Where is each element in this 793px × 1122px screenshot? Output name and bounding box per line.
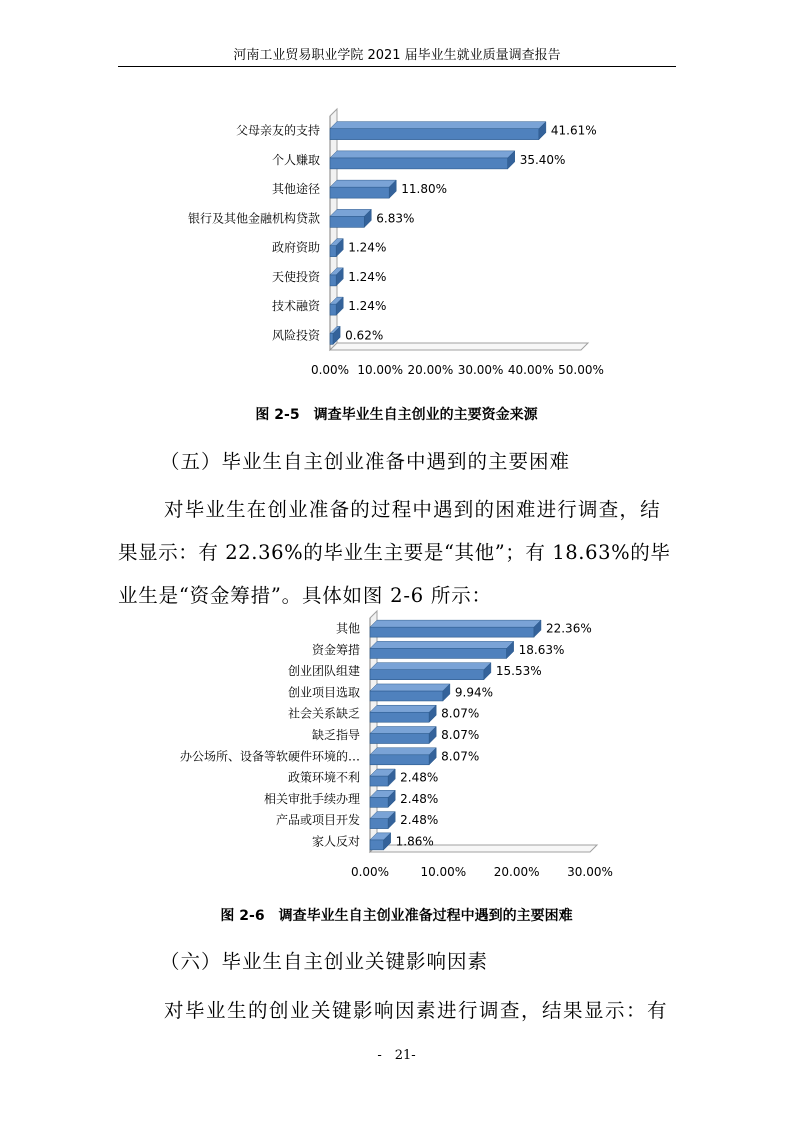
x-tick-label: 0.00% <box>350 865 390 879</box>
data-label: 6.83% <box>376 211 415 226</box>
x-tick-label: 0.00% <box>310 363 350 377</box>
section-heading-6: （六）毕业生自主创业关键影响因素 <box>160 950 489 973</box>
data-label: 1.86% <box>395 834 434 849</box>
x-tick-label: 10.00% <box>357 363 404 377</box>
bar-top <box>370 663 491 670</box>
data-label: 35.40% <box>519 152 566 167</box>
category-label: 创业团队组建 <box>287 664 360 679</box>
bar-top <box>370 705 436 712</box>
data-label: 18.63% <box>518 642 565 657</box>
data-label: 41.61% <box>550 123 597 138</box>
data-label: 0.62% <box>345 328 384 343</box>
bar <box>370 840 384 850</box>
data-label: 9.94% <box>454 685 494 700</box>
x-tick-label: 20.00% <box>493 865 540 879</box>
data-label: 8.07% <box>441 706 480 721</box>
data-label: 1.24% <box>348 269 387 284</box>
bar <box>370 755 429 765</box>
bar <box>370 648 507 658</box>
paragraph-line: 对毕业生的创业关键影响因素进行调查，结果显示：有 <box>164 999 669 1022</box>
bar <box>370 734 429 744</box>
category-label: 其他途径 <box>271 182 320 197</box>
x-tick-label: 40.00% <box>507 363 554 377</box>
category-label: 缺乏指导 <box>311 728 360 742</box>
category-label: 风险投资 <box>271 328 320 343</box>
paragraph-line: 果显示：有 22.36%的毕业生主要是“其他”；有 18.63%的毕 <box>118 541 671 564</box>
x-tick-label: 10.00% <box>420 865 467 879</box>
category-label: 其他 <box>335 621 360 636</box>
paragraph-line: 业生是“资金筹措”。具体如图 2-6 所示： <box>118 584 492 607</box>
paragraph-line: 对毕业生在创业准备的过程中遇到的困难进行调查，结 <box>164 498 661 521</box>
bar <box>370 819 388 829</box>
bar <box>370 797 388 807</box>
bar <box>370 627 534 637</box>
figure-caption-2-6: 图 2-6 调查毕业生自主创业准备过程中遇到的主要困难 <box>220 908 573 924</box>
running-header: 河南工业贸易职业学院 2021 届毕业生就业质量调查报告 <box>233 48 561 63</box>
bar-top <box>370 641 514 648</box>
category-label: 父母亲友的支持 <box>235 123 320 138</box>
data-label: 22.36% <box>545 621 592 636</box>
data-label: 15.53% <box>495 664 542 679</box>
category-label: 银行及其他金融机构贷款 <box>187 211 320 226</box>
section-heading-5: （五）毕业生自主创业准备中遇到的主要困难 <box>160 450 571 473</box>
category-label: 个人赚取 <box>271 152 320 167</box>
x-tick-label: 50.00% <box>558 363 604 377</box>
category-label: 技术融资 <box>271 299 320 314</box>
category-label: 政策环境不利 <box>287 770 360 785</box>
x-tick-label: 30.00% <box>457 363 504 377</box>
category-label: 天使投资 <box>271 269 320 284</box>
category-label: 创业项目选取 <box>287 685 360 700</box>
bar <box>370 670 484 680</box>
data-label: 2.48% <box>400 791 439 806</box>
data-label: 2.48% <box>400 813 439 828</box>
page-number: - 21- <box>377 1048 416 1063</box>
x-tick-label: 30.00% <box>567 865 613 879</box>
bar <box>370 712 429 722</box>
category-label: 办公场所、设备等软硬件环境的… <box>179 749 360 764</box>
bar-top <box>370 727 436 734</box>
data-label: 1.24% <box>348 299 387 314</box>
category-label: 产品或项目开发 <box>275 813 360 828</box>
bar <box>370 691 443 701</box>
data-label: 8.07% <box>441 728 480 742</box>
data-label: 8.07% <box>441 749 480 764</box>
bar-top <box>370 620 541 627</box>
x-tick-label: 20.00% <box>407 363 454 377</box>
category-label: 资金筹措 <box>311 642 360 657</box>
bar-top <box>370 748 436 755</box>
bar <box>370 776 388 786</box>
category-label: 政府资助 <box>271 240 320 255</box>
bar-top <box>370 684 450 691</box>
data-label: 2.48% <box>400 770 439 785</box>
category-label: 社会关系缺乏 <box>287 706 360 721</box>
category-label: 家人反对 <box>311 834 360 849</box>
data-label: 1.24% <box>348 240 387 255</box>
figure-caption-2-5: 图 2-5 调查毕业生自主创业的主要资金来源 <box>255 407 538 423</box>
data-label: 11.80% <box>401 182 448 197</box>
category-label: 相关审批手续办理 <box>263 791 360 806</box>
